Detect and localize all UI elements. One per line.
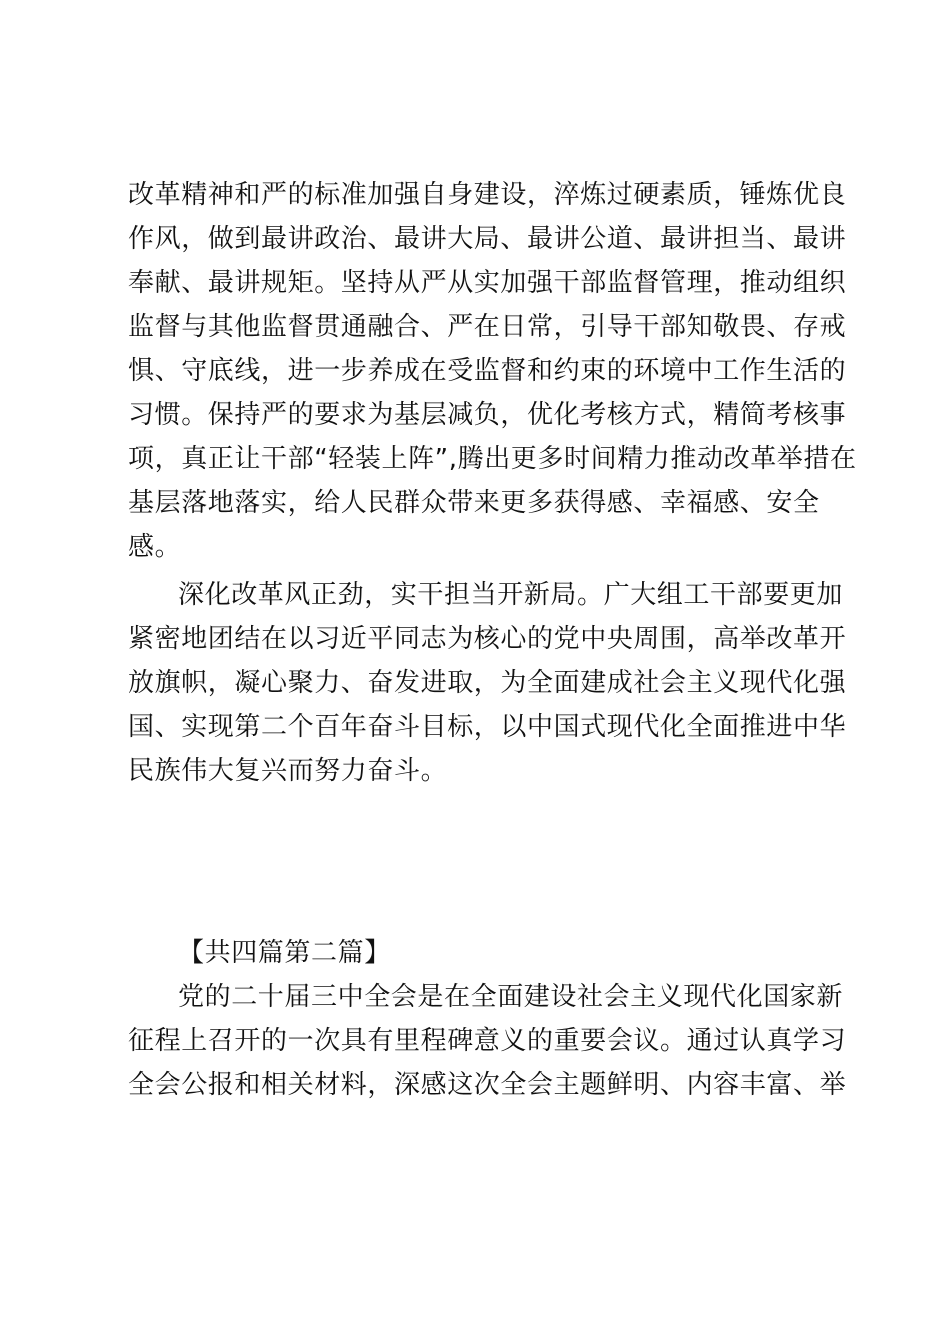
paragraph-1-line-2: 作风，做到最讲政治、最讲大局、最讲公道、最讲担当、最讲 [128,224,847,254]
section-paragraph-line-1: 党的二十届三中全会是在全面建设社会主义现代化国家新 [178,982,844,1012]
paragraph-1-line-4: 监督与其他监督贯通融合、严在日常，引导干部知敬畏、存戒 [128,312,847,342]
paragraph-2-line-3: 放旗帜，凝心聚力、奋发进取，为全面建成社会主义现代化强 [128,668,847,698]
paragraph-1-line-8: 基层落地落实，给人民群众带来更多获得感、幸福感、安全 [128,488,820,518]
paragraph-1-line-1: 改革精神和严的标准加强自身建设，淬炼过硬素质，锤炼优良 [128,180,847,210]
paragraph-2-line-4: 国、实现第二个百年奋斗目标，以中国式现代化全面推进中华 [128,712,847,742]
paragraph-1-line-7: 项，真正让干部“轻装上阵”,腾出更多时间精力推动改革举措在 [128,444,857,474]
section-heading: 【共四篇第二篇】 [178,938,391,968]
paragraph-1-line-5: 惧、守底线，进一步养成在受监督和约束的环境中工作生活的 [128,356,847,386]
paragraph-2-line-2: 紧密地团结在以习近平同志为核心的党中央周围，高举改革开 [128,624,847,654]
paragraph-1-line-3: 奉献、最讲规矩。坚持从严从实加强干部监督管理，推动组织 [128,268,847,298]
paragraph-1-line-9: 感。 [128,532,182,562]
section-paragraph-line-3: 全会公报和相关材料，深感这次全会主题鲜明、内容丰富、举 [128,1070,847,1100]
paragraph-2-line-5: 民族伟大复兴而努力奋斗。 [128,756,448,786]
section-paragraph-line-2: 征程上召开的一次具有里程碑意义的重要会议。通过认真学习 [128,1026,847,1056]
paragraph-1-line-6: 习惯。保持严的要求为基层减负，优化考核方式，精简考核事 [128,400,847,430]
paragraph-2-line-1: 深化改革风正劲，实干担当开新局。广大组工干部要更加 [178,580,844,610]
